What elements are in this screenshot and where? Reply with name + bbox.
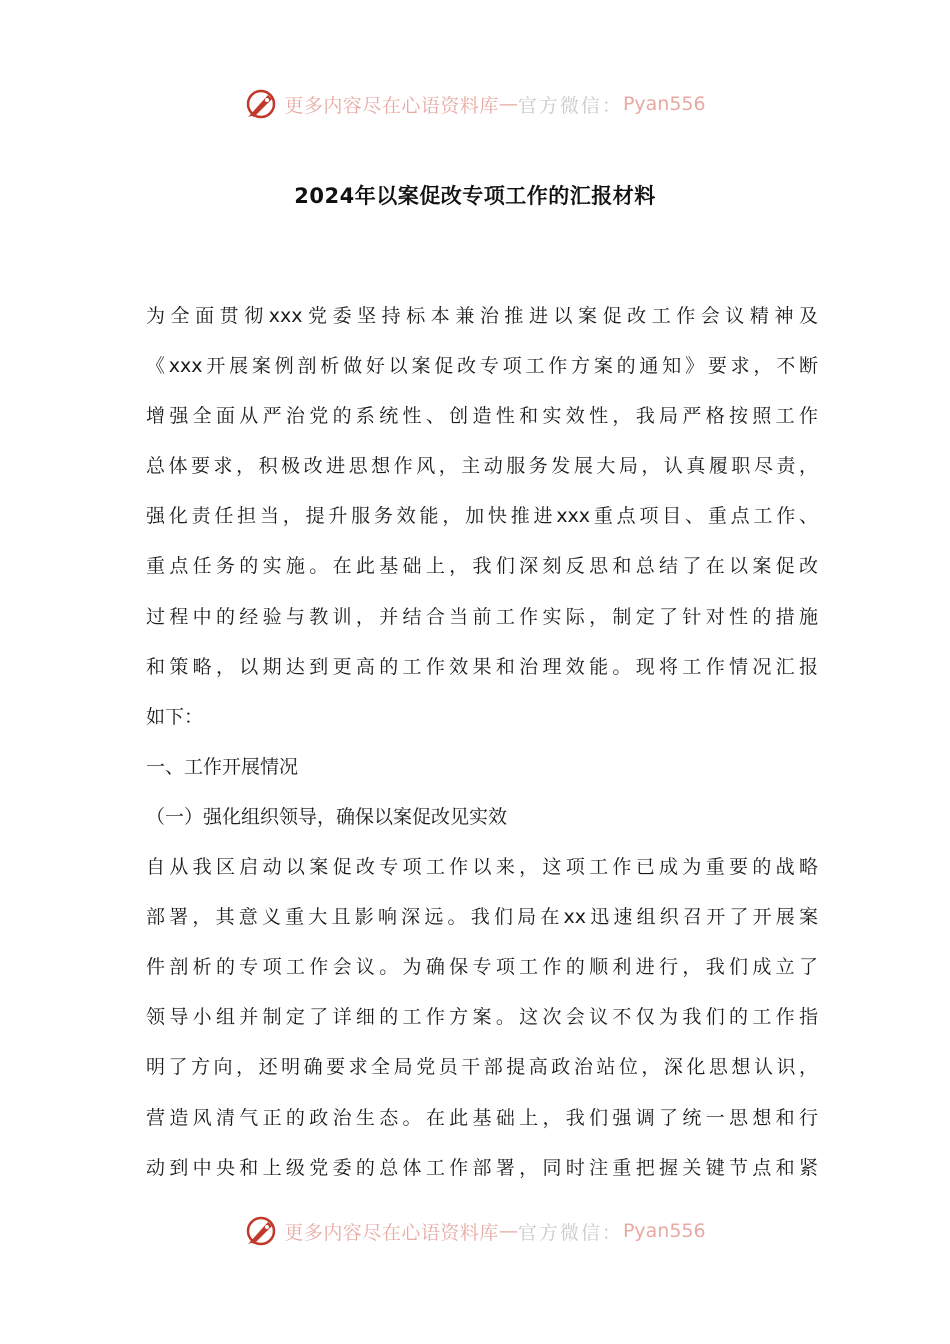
body-line: 领导小组并制定了详细的工作方案。这次会议不仅为我们的工作指 xyxy=(146,1006,818,1029)
subsection-heading: （一）强化组织领导，确保以案促改见实效 xyxy=(146,805,508,828)
body-line: 件剖析的专项工作会议。为确保专项工作的顺利进行，我们成立了 xyxy=(146,956,818,979)
body-line: 营造风清气正的政治生态。在此基础上，我们强调了统一思想和行 xyxy=(146,1106,818,1129)
document-title: 2024年以案促改专项工作的汇报材料 xyxy=(294,184,656,208)
header-watermark-banner xyxy=(0,84,950,124)
banner-site-text: 更多内容尽在心语资料库 xyxy=(284,1221,499,1244)
body-line: 如下： xyxy=(146,705,204,728)
body-line: 《xxx开展案例剖析做好以案促改专项工作方案的通知》要求，不断 xyxy=(146,355,818,378)
body-line: 重点任务的实施。在此基础上，我们深刻反思和总结了在以案促改 xyxy=(146,555,818,578)
banner-dash: — xyxy=(498,1220,518,1242)
banner-site-text: 更多内容尽在心语资料库 xyxy=(284,94,499,117)
body-line: 增强全面从严治党的系统性、创造性和实效性，我局严格按照工作 xyxy=(146,405,818,428)
body-line: 总体要求，积极改进思想作风，主动服务发展大局，认真履职尽责， xyxy=(146,455,818,478)
body-line: 动到中央和上级党委的总体工作部署，同时注重把握关键节点和紧 xyxy=(146,1156,818,1179)
body-line: 自从我区启动以案促改专项工作以来，这项工作已成为重要的战略 xyxy=(146,856,818,879)
body-line: 为全面贯彻xxx党委坚持标本兼治推进以案促改工作会议精神及 xyxy=(146,305,818,327)
body-line: 部署，其意义重大且影响深远。我们局在xx迅速组织召开了开展案 xyxy=(146,906,818,929)
section-heading: 一、工作开展情况 xyxy=(146,755,299,778)
footer-watermark-banner xyxy=(0,1211,950,1251)
body-line: 和策略，以期达到更高的工作效果和治理效能。现将工作情况汇报 xyxy=(146,655,818,678)
body-line: 明了方向，还明确要求全局党员干部提高政治站位，深化思想认识， xyxy=(146,1056,818,1079)
pen-logo-icon xyxy=(244,1214,278,1248)
banner-wechat-id: Pyan556 xyxy=(622,93,706,115)
document-body xyxy=(146,291,818,1193)
banner-wechat-label: 官方微信： xyxy=(517,1221,623,1244)
body-line: 过程中的经验与教训，并结合当前工作实际，制定了针对性的措施 xyxy=(146,605,818,628)
banner-dash: — xyxy=(498,93,518,115)
body-line: 强化责任担当，提升服务效能，加快推进xxx重点项目、重点工作、 xyxy=(146,505,818,528)
banner-wechat-label: 官方微信： xyxy=(517,94,623,117)
banner-wechat-id: Pyan556 xyxy=(622,1220,706,1242)
pen-logo-icon xyxy=(244,87,278,121)
